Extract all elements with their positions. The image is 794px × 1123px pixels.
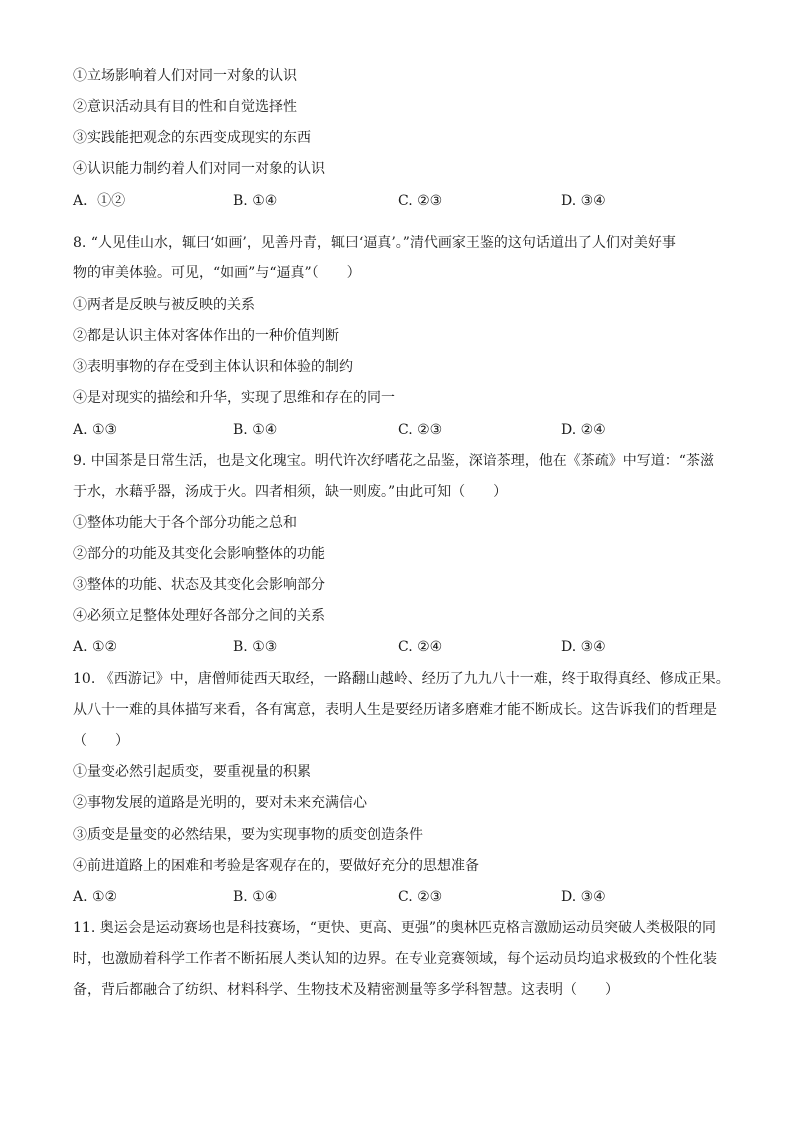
q7-option-b[interactable]: B. ①④ <box>233 193 278 209</box>
q7-statement-2: ②意识活动具有目的性和自觉选择性 <box>73 99 297 115</box>
q9-statement-4: ④必须立足整体处理好各部分之间的关系 <box>73 608 325 624</box>
q10-statement-1: ①量变必然引起质变，要重视量的积累 <box>73 764 311 780</box>
q7-statement-4: ④认识能力制约着人们对同一对象的认识 <box>73 161 325 177</box>
q9-options <box>73 637 753 657</box>
q7-statement-1: ①立场影响着人们对同一对象的认识 <box>73 68 297 84</box>
q7-options <box>73 191 753 211</box>
q11-stem-line-3: 备，背后都融合了纺织、材料科学、生物技术及精密测量等多学科智慧。这表明（ ） <box>73 982 619 998</box>
q9-statement-2: ②部分的功能及其变化会影响整体的功能 <box>73 546 325 562</box>
q7-option-c[interactable]: C. ②③ <box>398 193 443 209</box>
q9-option-b[interactable]: B. ①③ <box>233 639 278 655</box>
q8-option-d[interactable]: D. ②④ <box>561 422 606 438</box>
q10-statement-4: ④前进道路上的困难和考验是客观存在的，要做好充分的思想准备 <box>73 858 479 874</box>
q9-option-c[interactable]: C. ②④ <box>398 639 443 655</box>
q11-stem-line-1: 11. 奥运会是运动赛场也是科技赛场，“更快、更高、更强”的奥林匹克格言激励运动员突破人类极限的同 <box>73 920 717 936</box>
q10-option-c[interactable]: C. ②③ <box>398 889 443 905</box>
q10-statement-2: ②事物发展的道路是光明的，要对未来充满信心 <box>73 795 367 811</box>
q10-stem-line-3: （ ） <box>73 733 129 749</box>
q11-stem-line-2: 时，也激励着科学工作者不断拓展人类认知的边界。在专业竞赛领域，每个运动员均追求极致的个性化装 <box>73 951 717 967</box>
q7-option-a[interactable]: A．①② <box>73 193 126 209</box>
q9-stem-line-1: 9. 中国茶是日常生活，也是文化瑰宝。明代许次纾嗜花之品鉴，深谙茶理，他在《茶疏》中写道：“茶滋 <box>73 453 714 469</box>
q10-stem-line-1: 10. 《西游记》中，唐僧师徒西天取经，一路翻山越岭、经历了九九八十一难，终于取得真经、修成正果。 <box>73 671 730 687</box>
q8-option-b[interactable]: B. ①④ <box>233 422 278 438</box>
q9-option-d[interactable]: D. ③④ <box>561 639 606 655</box>
q9-statement-3: ③整体的功能、状态及其变化会影响部分 <box>73 577 325 593</box>
q8-stem-line-2: 物的审美体验。可见，“如画”与“逼真”（ ） <box>73 265 361 281</box>
q8-stem-line-1: 8. “人见佳山水，辄曰‘如画’，见善丹青，辄曰‘逼真’。”清代画家王鉴的这句话道出了人们对美好事 <box>73 235 676 251</box>
q9-statement-1: ①整体功能大于各个部分功能之总和 <box>73 515 297 531</box>
q8-options <box>73 420 753 440</box>
q10-stem-line-2: 从八十一难的具体描写来看，各有寓意，表明人生是要经历诸多磨难才能不断成长。这告诉我们的哲理是 <box>73 702 717 718</box>
q8-statement-2: ②都是认识主体对客体作出的一种价值判断 <box>73 328 339 344</box>
q7-option-d[interactable]: D. ③④ <box>561 193 606 209</box>
q8-statement-1: ①两者是反映与被反映的关系 <box>73 297 255 313</box>
q9-stem-line-2: 于水，水藉乎器，汤成于火。四者相须，缺一则废。”由此可知（ ） <box>73 484 508 500</box>
q10-option-a[interactable]: A. ①② <box>73 889 118 905</box>
q8-option-a[interactable]: A. ①③ <box>73 422 118 438</box>
q9-option-a[interactable]: A. ①② <box>73 639 118 655</box>
q10-option-b[interactable]: B. ①④ <box>233 889 278 905</box>
q7-statement-3: ③实践能把观念的东西变成现实的东西 <box>73 130 311 146</box>
q8-statement-4: ④是对现实的描绘和升华，实现了思维和存在的同一 <box>73 390 395 406</box>
q8-option-c[interactable]: C. ②③ <box>398 422 443 438</box>
q10-statement-3: ③质变是量变的必然结果，要为实现事物的质变创造条件 <box>73 827 423 843</box>
q8-statement-3: ③表明事物的存在受到主体认识和体验的制约 <box>73 359 353 375</box>
q10-options <box>73 887 753 907</box>
q10-option-d[interactable]: D. ③④ <box>561 889 606 905</box>
